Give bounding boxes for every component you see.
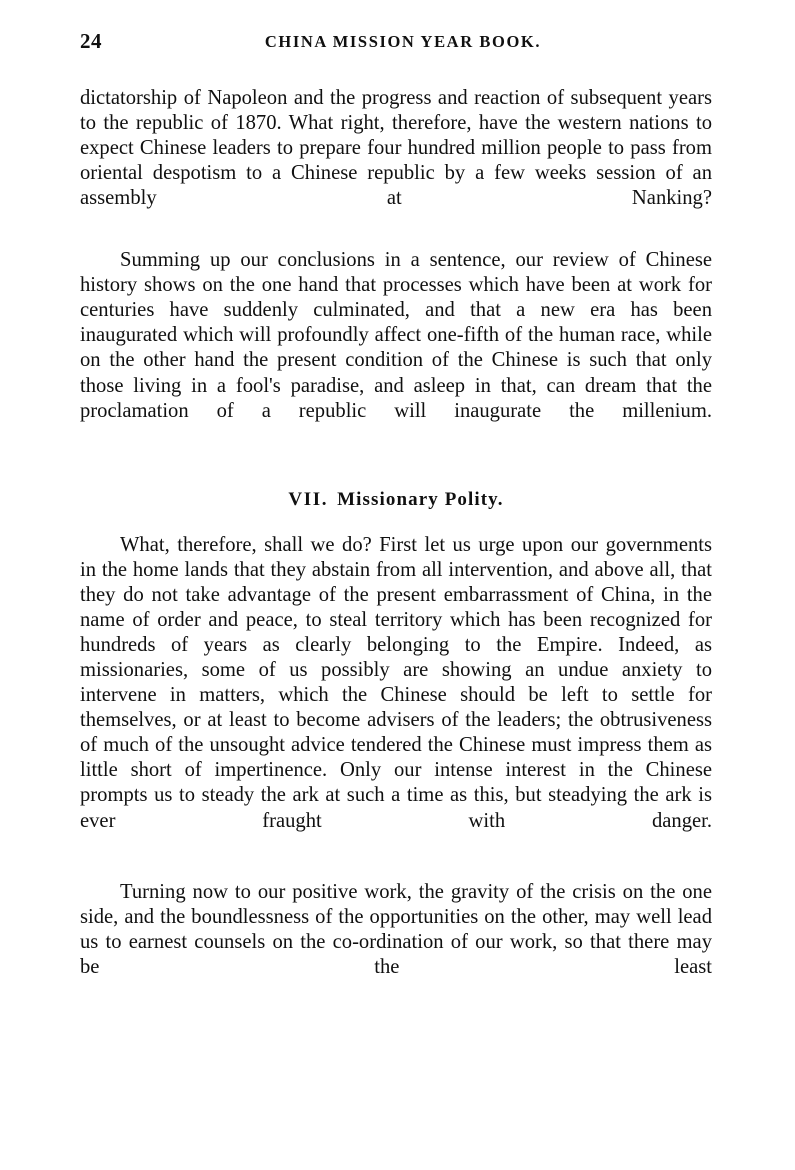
text-block-upper [80,86,712,449]
paragraph: Summing up our conclusions in a sentence, our review of Chinese history shows on the one hand that processes which have been at work for centuries have suddenly culminated, and that a new era has been inaugurated which will profoundly affect one-fifth of the human race, while on the other hand the present condition of the Chinese is such that only those living in a fool's paradise, and asleep in that, can dream that the proclamation of a republic will inaugurate the millenium. [80,249,712,422]
section-heading [80,487,712,513]
page-number: 24 [80,29,102,53]
section-number: VII. [288,489,329,510]
paragraph: What, therefore, shall we do? First let us urge upon our governments in the home lands that they abstain from all intervention, and above all, that they do not take advantage of the present embarrassment of China, in the name of order and peace, to steal territory which has been recognized for hundreds of years as clearly belonging to the Empire. Indeed, as missionaries, some of us possibly are showing an undue anxiety to intervene in matters, which the Chinese should be left to settle for themselves, or at least to become advisers of the leaders; the obtrusiveness of much of the unsought advice tendered the Chinese must impress them as little short of impertinence. Only our intense interest in the Chinese prompts us to steady the ark at such a time as this, but steadying the ark is ever fraught with danger. [80,534,712,832]
running-head-title: CHINA MISSION YEAR BOOK. [264,32,542,51]
text-block-lower [80,880,712,1005]
running-head [80,28,712,54]
section-title: Missionary Polity. [337,489,504,510]
text-block-middle [80,533,712,859]
paragraph: Turning now to our positive work, the gravity of the crisis on the one side, and the boundlessness of the opportunities on the other, may well lead us to earnest counsels on the co-ordination of our work, so that there may be the least [80,881,712,979]
paragraph: dictatorship of Napoleon and the progress and reaction of subsequent years to the republic of 1870. What right, therefore, have the western nations to expect Chinese leaders to prepare four hundred million people to pass from oriental despotism to a Chinese republic by a few weeks session of an assembly at Nanking? [80,87,712,210]
